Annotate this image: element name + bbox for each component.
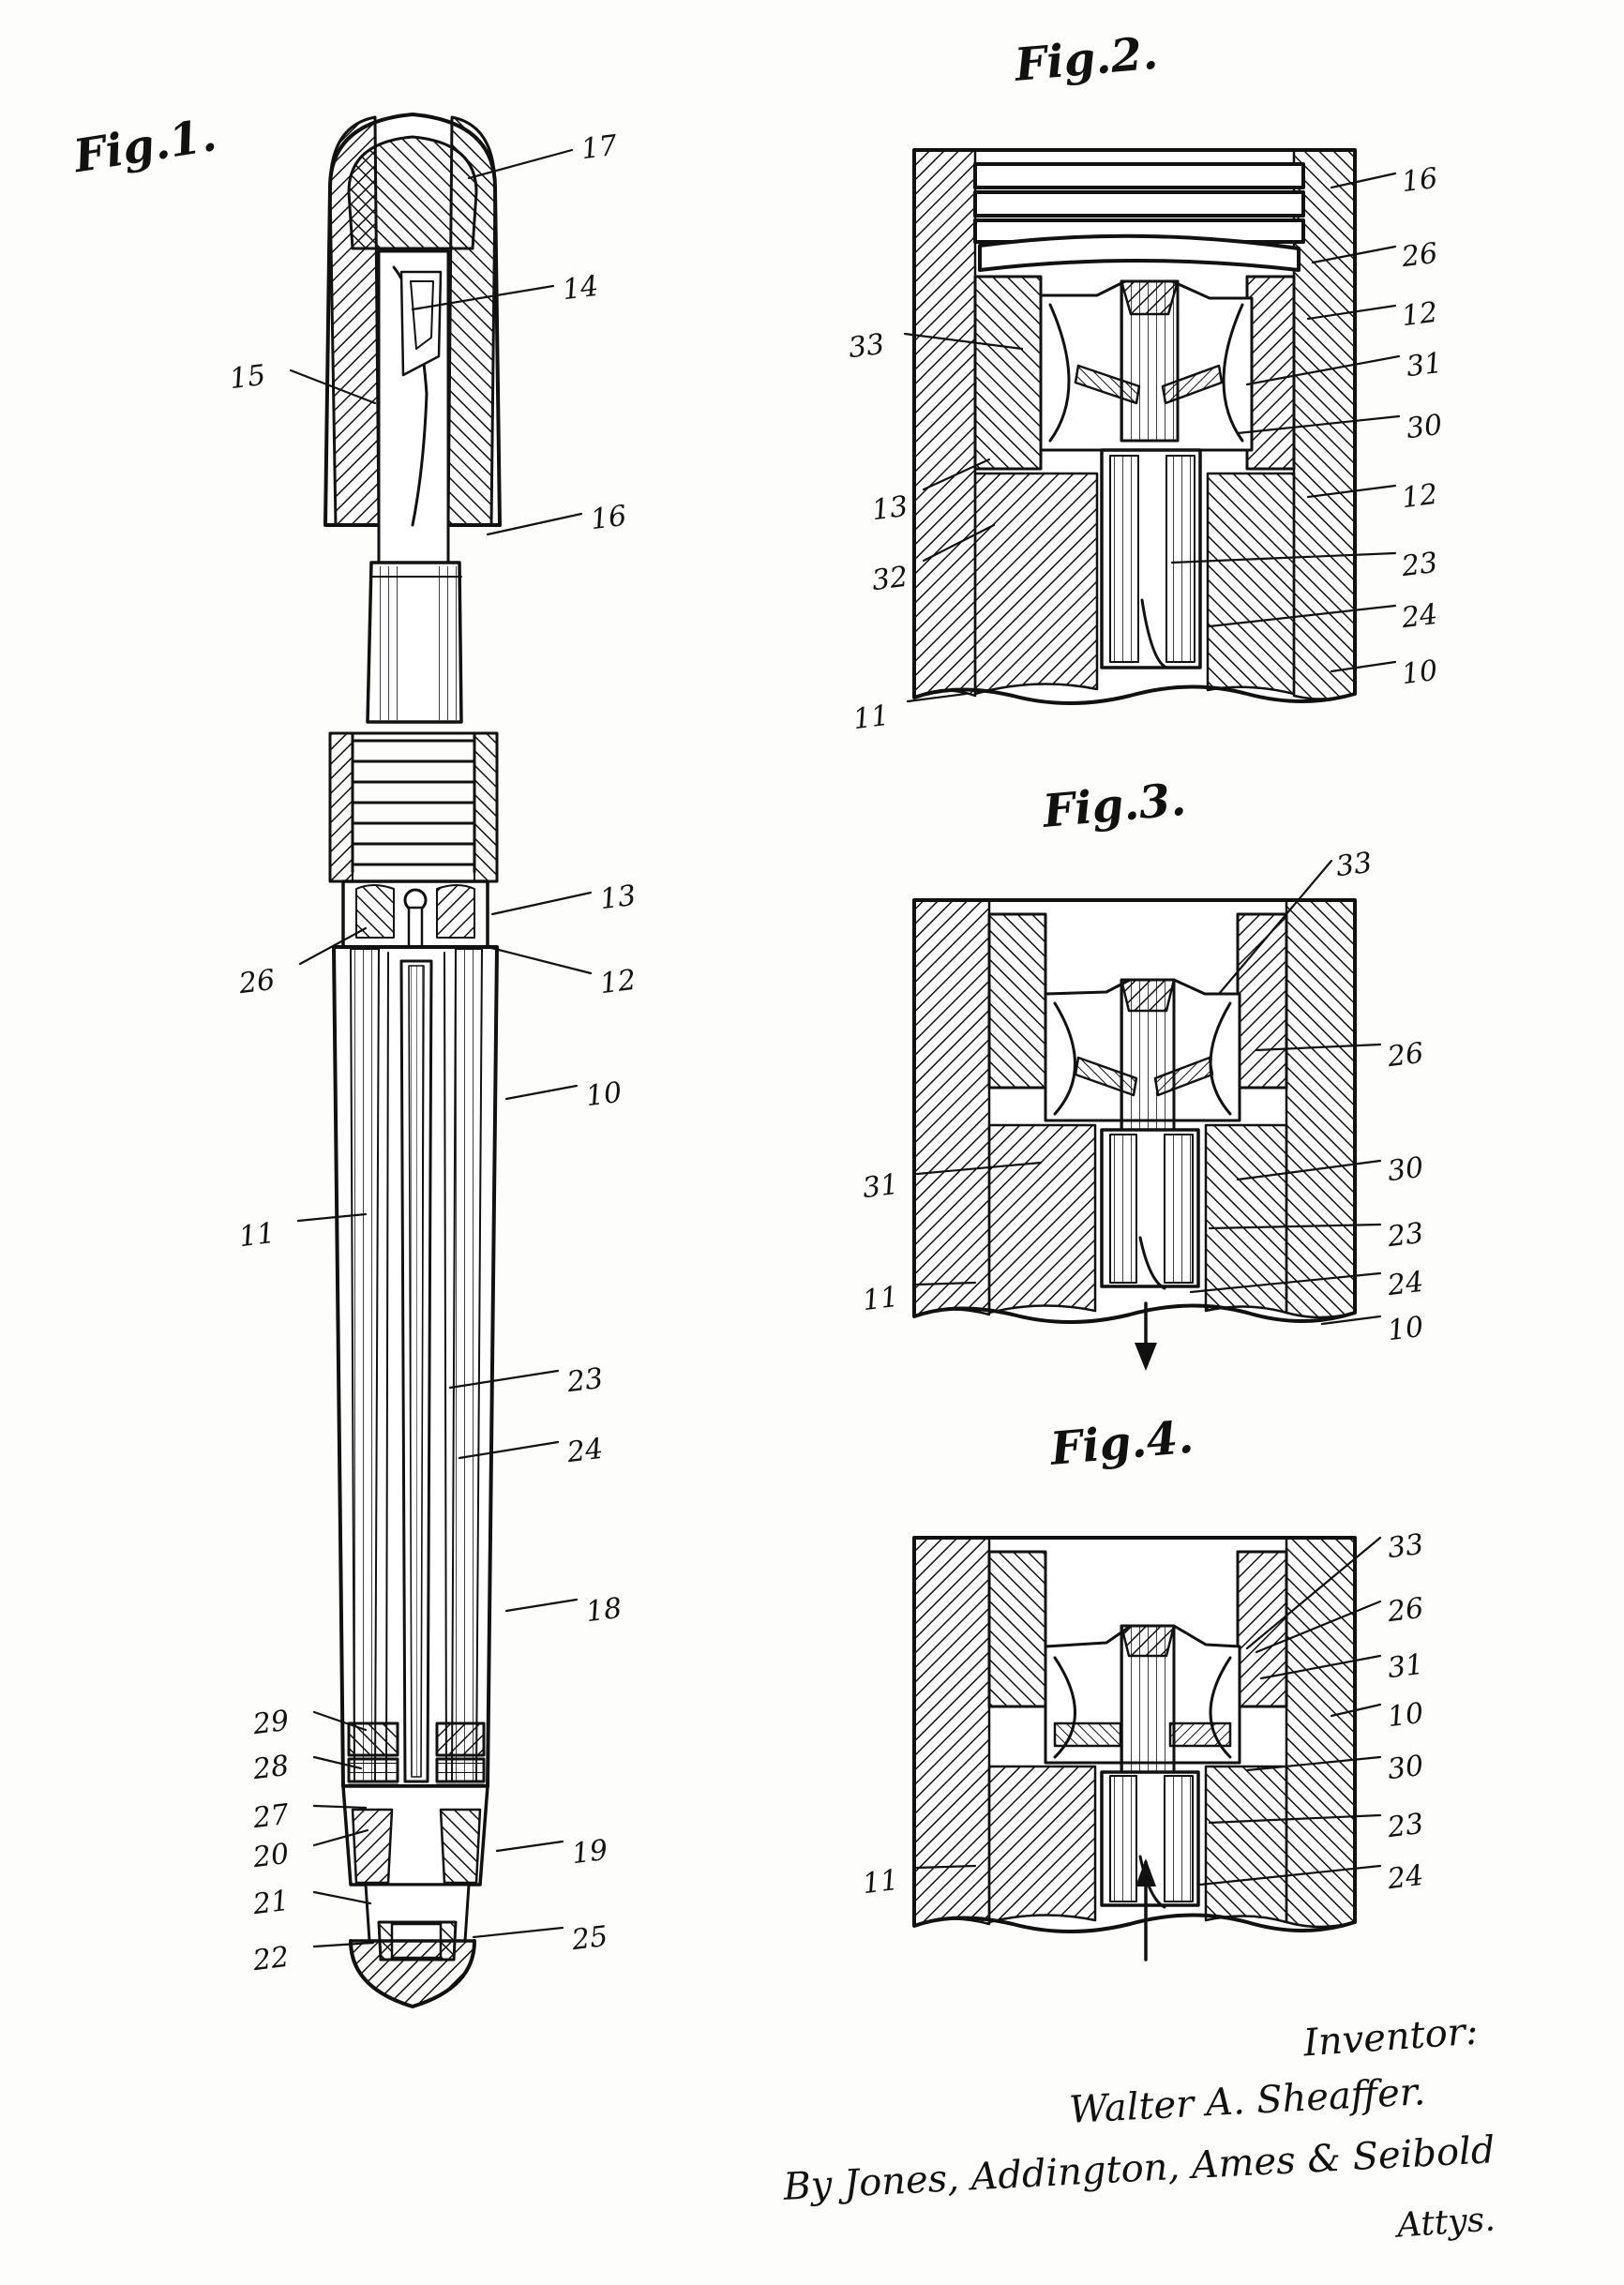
reference-numeral: 10 bbox=[1386, 1310, 1426, 1348]
reference-numeral: 21 bbox=[251, 1884, 292, 1922]
reference-numeral: 11 bbox=[861, 1280, 901, 1318]
reference-numeral: 10 bbox=[1386, 1696, 1426, 1735]
reference-numeral: 23 bbox=[1400, 546, 1440, 584]
fig4-caption: Fig.4. bbox=[1048, 1410, 1196, 1476]
reference-numeral: 15 bbox=[228, 358, 268, 397]
reference-numeral: 12 bbox=[598, 963, 639, 1001]
fig2-drawing bbox=[914, 150, 1355, 703]
reference-numeral: 18 bbox=[584, 1591, 624, 1630]
fig1-drawing bbox=[325, 114, 500, 2007]
reference-numeral: 24 bbox=[1386, 1265, 1426, 1303]
reference-numeral: 28 bbox=[251, 1749, 292, 1787]
reference-numeral: 12 bbox=[1400, 295, 1440, 334]
reference-numeral: 20 bbox=[251, 1837, 292, 1875]
reference-numeral: 24 bbox=[1386, 1858, 1426, 1897]
reference-numeral: 26 bbox=[1400, 236, 1440, 275]
reference-numeral: 22 bbox=[251, 1940, 292, 1978]
reference-numeral: 19 bbox=[570, 1833, 610, 1872]
reference-numeral: 31 bbox=[1386, 1647, 1426, 1686]
reference-numeral: 16 bbox=[589, 499, 629, 537]
leader-line bbox=[314, 1892, 370, 1903]
reference-numeral: 29 bbox=[251, 1704, 292, 1742]
inventor-name: Walter A. Sheaffer. bbox=[1068, 2070, 1427, 2132]
leader-line bbox=[474, 1928, 563, 1937]
reference-numeral: 33 bbox=[847, 327, 887, 366]
fig4-drawing bbox=[914, 1538, 1355, 1960]
reference-numeral: 24 bbox=[565, 1432, 606, 1470]
reference-numeral: 27 bbox=[251, 1797, 292, 1836]
reference-numeral: 12 bbox=[1400, 477, 1440, 516]
reference-numeral: 13 bbox=[870, 489, 910, 528]
reference-numeral: 23 bbox=[1386, 1807, 1426, 1845]
reference-numeral: 14 bbox=[561, 269, 601, 308]
reference-numeral: 31 bbox=[861, 1167, 901, 1206]
reference-numeral: 23 bbox=[1386, 1216, 1426, 1255]
leader-line bbox=[492, 893, 591, 914]
reference-numeral: 24 bbox=[1400, 597, 1440, 636]
reference-numeral: 26 bbox=[1386, 1591, 1426, 1630]
inventor-label: Inventor: bbox=[1301, 2009, 1480, 2066]
reference-numeral: 11 bbox=[851, 699, 892, 737]
leader-line bbox=[488, 514, 581, 534]
reference-numeral: 10 bbox=[1400, 654, 1440, 692]
fig3-drawing bbox=[914, 900, 1355, 1371]
leader-line bbox=[506, 1600, 577, 1611]
attorney-suffix: Attys. bbox=[1395, 2200, 1496, 2246]
reference-numeral: 25 bbox=[570, 1919, 610, 1958]
attorney-line: By Jones, Addington, Ames & Seibold bbox=[782, 2128, 1496, 2209]
reference-numeral: 17 bbox=[579, 128, 620, 167]
reference-numeral: 33 bbox=[1386, 1527, 1426, 1566]
reference-numeral: 30 bbox=[1405, 408, 1445, 446]
fig1-caption: Fig.1. bbox=[70, 109, 220, 184]
reference-numeral: 23 bbox=[565, 1361, 606, 1400]
leader-line bbox=[497, 1842, 563, 1851]
reference-numeral: 26 bbox=[1386, 1036, 1426, 1075]
leader-line bbox=[506, 1086, 577, 1099]
fig2-caption: Fig.2. bbox=[1013, 26, 1161, 92]
reference-numeral: 10 bbox=[584, 1075, 624, 1114]
leader-line bbox=[488, 947, 591, 973]
reference-numeral: 30 bbox=[1386, 1749, 1426, 1787]
reference-numeral: 30 bbox=[1386, 1150, 1426, 1189]
reference-numeral: 31 bbox=[1405, 346, 1445, 384]
reference-numeral: 32 bbox=[870, 560, 910, 598]
reference-numeral: 11 bbox=[861, 1863, 901, 1902]
reference-numeral: 33 bbox=[1334, 846, 1375, 884]
reference-numeral: 26 bbox=[237, 963, 278, 1001]
reference-numeral: 11 bbox=[237, 1216, 278, 1255]
reference-numeral: 13 bbox=[598, 879, 639, 917]
fig3-caption: Fig.3. bbox=[1041, 773, 1189, 838]
reference-numeral: 16 bbox=[1400, 161, 1440, 200]
